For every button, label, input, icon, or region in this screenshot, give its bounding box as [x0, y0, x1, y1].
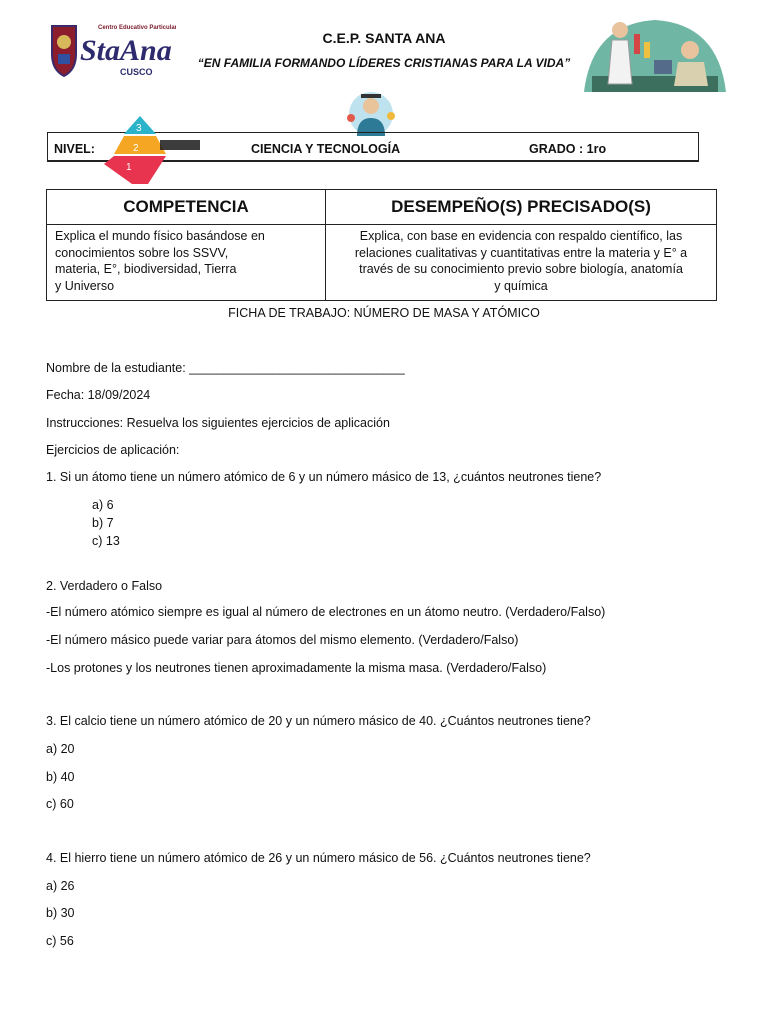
- date-line: Fecha: 18/09/2024: [46, 388, 151, 402]
- student-name-line: Nombre de la estudiante: _______________________________: [46, 361, 405, 375]
- logo-city: CUSCO: [120, 67, 153, 77]
- q1-option-c: c) 13: [92, 534, 120, 548]
- q4-option-a: a) 26: [46, 879, 75, 893]
- q1-option-b: b) 7: [92, 516, 114, 530]
- teacher-icon: [343, 88, 399, 138]
- worksheet-title: FICHA DE TRABAJO: NÚMERO DE MASA Y ATÓMICO: [228, 306, 540, 320]
- q2-statement-2: -El número másico puede variar para átomos del mismo elemento. (Verdadero/Falso): [46, 633, 519, 647]
- pyramid-level-2: 2: [133, 143, 139, 154]
- school-name: C.E.P. SANTA ANA: [322, 30, 446, 46]
- competencia-line: Explica el mundo físico basándose en: [55, 229, 265, 243]
- desempeno-line: relaciones cualitativas y cuantitativas entre la materia y E° a: [354, 245, 688, 260]
- q1-option-a: a) 6: [92, 498, 114, 512]
- q4-option-b: b) 30: [46, 906, 75, 920]
- q2-statement-3: -Los protones y los neutrones tienen aproximadamente la misma masa. (Verdadero/Falso): [46, 661, 547, 675]
- grade-label: GRADO : 1ro: [529, 142, 607, 156]
- desempeno-cell: [326, 225, 717, 301]
- scientists-illustration: [582, 14, 728, 94]
- desempeno-header: DESEMPEÑO(S) PRECISADO(S): [326, 190, 717, 225]
- q4-option-c: c) 56: [46, 934, 74, 948]
- desempeno-line: través de su conocimiento previo sobre biología, anatomía: [359, 262, 683, 276]
- school-logo: [46, 20, 176, 80]
- q3-option-a: a) 20: [46, 742, 75, 756]
- competencia-header: COMPETENCIA: [47, 190, 326, 225]
- pyramid-level-1: 1: [126, 162, 132, 173]
- competencia-cell: [47, 225, 326, 301]
- pyramid-level-3: 3: [136, 123, 142, 134]
- question-2: 2. Verdadero o Falso: [46, 579, 163, 593]
- desempeno-line: y química: [494, 278, 548, 293]
- question-3: 3. El calcio tiene un número atómico de 20 y un número másico de 40. ¿Cuántos neutrones tiene?: [46, 714, 591, 728]
- exercises-heading: Ejercicios de aplicación:: [46, 443, 180, 457]
- desempeno-line: Explica, con base en evidencia con respaldo científico, las: [359, 229, 683, 243]
- competency-table: [46, 189, 717, 301]
- q3-option-c: c) 60: [46, 797, 74, 811]
- competencia-line: conocimientos sobre los SSVV,: [55, 245, 229, 260]
- logo-small-text: Centro Educativo Particular: [98, 25, 176, 31]
- instructions-line: Instrucciones: Resuelva los siguientes ejercicios de aplicación: [46, 416, 390, 430]
- q2-statement-1: -El número atómico siempre es igual al número de electrones en un átomo neutro. (Verdadero/Falso): [46, 605, 606, 619]
- competencia-line: y Universo: [55, 278, 115, 293]
- logo-brand: StaAna: [80, 34, 172, 67]
- subject-label: CIENCIA Y TECNOLOGÍA: [251, 142, 401, 156]
- question-1: 1. Si un átomo tiene un número atómico de 6 y un número másico de 13, ¿cuántos neutrones tiene?: [46, 470, 602, 484]
- question-4: 4. El hierro tiene un número atómico de 26 y un número másico de 56. ¿Cuántos neutrones tiene?: [46, 851, 591, 865]
- nivel-label: NIVEL:: [54, 142, 95, 156]
- q3-option-b: b) 40: [46, 770, 75, 784]
- competencia-line: materia, E°, biodiversidad, Tierra: [55, 262, 237, 276]
- level-pyramid-icon: [104, 114, 204, 186]
- school-motto: “EN FAMILIA FORMANDO LÍDERES CRISTIANAS PARA LA VIDA”: [197, 56, 571, 70]
